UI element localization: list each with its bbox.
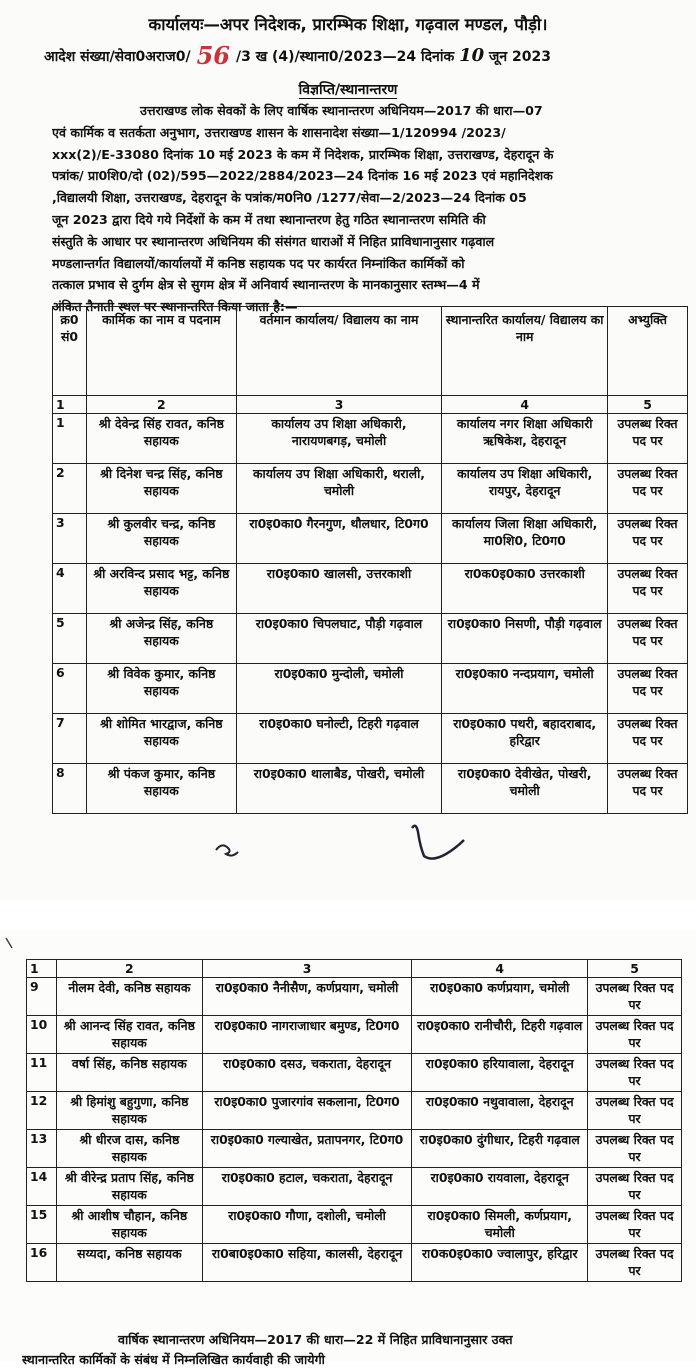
cell-remark: उपलब्ध रिक्त पद पर bbox=[588, 978, 682, 1016]
cell-current: रा0इ0का0 नैनीसैण, कर्णप्रयाग, चमोली bbox=[202, 978, 412, 1016]
cell-transferred: कार्यालय नगर शिक्षा अधिकारी ऋषिकेश, देहरादून bbox=[442, 414, 608, 464]
cell-sno: 12 bbox=[27, 1092, 57, 1130]
cell-current: रा0इ0का0 गौणा, दशोली, चमोली bbox=[202, 1206, 412, 1244]
intro-line: xxx(2)/E-33080 दिनांक 10 मई 2023 के कम में निदेशक, प्रारम्भिक शिक्षा, उत्तराखण्ड, देहरादून के bbox=[52, 146, 554, 162]
col-num: 4 bbox=[442, 396, 608, 414]
cell-remark: उपलब्ध रिक्त पद पर bbox=[588, 1206, 682, 1244]
intro-line: तत्काल प्रभाव से दुर्गम क्षेत्र से सुगम क्षेत्र में अनिवार्य स्थानान्तरण के मानकानुसार स्तम्भ—4 में bbox=[52, 277, 480, 293]
cell-name: श्री कुलवीर चन्द्र, कनिष्ठ सहायक bbox=[86, 514, 236, 564]
cell-remark: उपलब्ध रिक्त पद पर bbox=[608, 764, 688, 814]
col-num: 1 bbox=[27, 960, 57, 978]
footer-line: स्थानान्तरित कार्मिकों के संबंध में निम्नलिखित कार्यवाही की जायेगी bbox=[22, 1352, 325, 1367]
cell-remark: उपलब्ध रिक्त पद पर bbox=[608, 614, 688, 664]
cell-current: रा0इ0का0 घनोल्टी, टिहरी गढ़वाल bbox=[236, 714, 442, 764]
cell-remark: उपलब्ध रिक्त पद पर bbox=[608, 414, 688, 464]
cell-current: रा0इ0का0 चिपलघाट, पौड़ी गढ़वाल bbox=[236, 614, 442, 664]
col-num: 5 bbox=[608, 396, 688, 414]
cell-transferred: रा0इ0का0 हरियावाला, देहरादून bbox=[412, 1054, 588, 1092]
cell-current: रा0बा0इ0का0 सहिया, कालसी, देहरादून bbox=[202, 1244, 412, 1282]
cell-remark: उपलब्ध रिक्त पद पर bbox=[588, 1054, 682, 1092]
intro-line: अंकित तैनाती स्थल पर स्थानान्तरित किया जाता है:— bbox=[52, 299, 298, 315]
cell-current: रा0इ0का0 मुन्दोली, चमोली bbox=[236, 664, 442, 714]
intro-line: मण्डलान्तर्गत विद्यालयों/कार्यालयों में कनिष्ठ सहायक पद पर कार्यरत निम्नांकित कार्मिकों को bbox=[52, 255, 465, 271]
cell-transferred: रा0क0इ0का0 ज्वालापुर, हरिद्वार bbox=[412, 1244, 588, 1282]
cell-current: रा0इ0का0 दसउ, चकराता, देहरादून bbox=[202, 1054, 412, 1092]
cell-remark: उपलब्ध रिक्त पद पर bbox=[608, 464, 688, 514]
cell-current: रा0इ0का0 हटाल, चकराता, देहरादून bbox=[202, 1168, 412, 1206]
cell-sno: 2 bbox=[53, 464, 87, 514]
cell-transferred: रा0इ0का0 निसणी, पौड़ी गढ़वाल bbox=[442, 614, 608, 664]
cell-transferred: रा0इ0का0 नथुवावाला, देहरादून bbox=[412, 1092, 588, 1130]
header-transferred: स्थानान्तरित कार्यालय/ विद्यालय का नाम bbox=[442, 307, 608, 396]
header-name: कार्मिक का नाम व पदनाम bbox=[86, 307, 236, 396]
cell-remark: उपलब्ध रिक्त पद पर bbox=[608, 664, 688, 714]
cell-remark: उपलब्ध रिक्त पद पर bbox=[608, 564, 688, 614]
cell-current: रा0इ0का0 खालसी, उत्तरकाशी bbox=[236, 564, 442, 614]
cell-current: रा0इ0का0 गल्याखेत, प्रतापनगर, टि0ग0 bbox=[202, 1130, 412, 1168]
cell-sno: 11 bbox=[27, 1054, 57, 1092]
order-suffix: /3 ख (4)/स्थाना0/2023—24 दिनांक bbox=[235, 49, 455, 65]
order-day-handwritten: 10 bbox=[459, 45, 485, 66]
cell-name: श्री हिमांशु बहुगुणा, कनिष्ठ सहायक bbox=[56, 1092, 202, 1130]
cell-remark: उपलब्ध रिक्त पद पर bbox=[588, 1244, 682, 1282]
handwritten-tick bbox=[216, 845, 238, 855]
header-remark: अभ्युक्ति bbox=[608, 307, 688, 396]
cell-sno: 10 bbox=[27, 1016, 57, 1054]
cell-sno: 6 bbox=[53, 664, 87, 714]
cell-name: श्री पंकज कुमार, कनिष्ठ सहायक bbox=[86, 764, 236, 814]
cell-name: श्री शोमित भारद्वाज, कनिष्ठ सहायक bbox=[86, 714, 236, 764]
cell-name: श्री अरविन्द प्रसाद भट्ट, कनिष्ठ सहायक bbox=[86, 564, 236, 614]
order-month-year: जून 2023 bbox=[489, 49, 552, 65]
order-prefix: आदेश संख्या/सेवा0अराज0/ bbox=[44, 49, 191, 65]
cell-remark: उपलब्ध रिक्त पद पर bbox=[588, 1168, 682, 1206]
cell-transferred: रा0इ0का0 देवीखेत, पोखरी, चमोली bbox=[442, 764, 608, 814]
cell-remark: उपलब्ध रिक्त पद पर bbox=[588, 1130, 682, 1168]
cell-sno: 5 bbox=[53, 614, 87, 664]
cell-sno: 14 bbox=[27, 1168, 57, 1206]
cell-transferred: रा0इ0का0 दुंगीधार, टिहरी गढ़वाल bbox=[412, 1130, 588, 1168]
col-num: 2 bbox=[86, 396, 236, 414]
col-num: 3 bbox=[202, 960, 412, 978]
cell-transferred: रा0इ0का0 नन्दप्रयाग, चमोली bbox=[442, 664, 608, 714]
cell-name: श्री दिनेश चन्द्र सिंह, कनिष्ठ सहायक bbox=[86, 464, 236, 514]
cell-name: श्री वीरेन्द्र प्रताप सिंह, कनिष्ठ सहायक bbox=[56, 1168, 202, 1206]
cell-name: श्री विवेक कुमार, कनिष्ठ सहायक bbox=[86, 664, 236, 714]
cell-current: कार्यालय उप शिक्षा अधिकारी, नारायणबगड़, चमोली bbox=[236, 414, 442, 464]
cell-name: श्री देवेन्द्र सिंह रावत, कनिष्ठ सहायक bbox=[86, 414, 236, 464]
order-number-handwritten: 56 bbox=[196, 41, 230, 70]
header-current: वर्तमान कार्यालय/ विद्यालय का नाम bbox=[236, 307, 442, 396]
cell-name: श्री अजेन्द्र सिंह, कनिष्ठ सहायक bbox=[86, 614, 236, 664]
intro-line: जून 2023 द्वारा दिये गये निर्देशों के कम में तथा स्थानान्तरण हेतु गठित स्थानान्तरण समिति की bbox=[52, 211, 486, 227]
cell-name: श्री आशीष चौहान, कनिष्ठ सहायक bbox=[56, 1206, 202, 1244]
intro-line: ,विद्यालयी शिक्षा, उत्तराखण्ड, देहरादून के पत्रांक/म0नि0 /1277/सेवा—2/2023—24 दिनांक 05 bbox=[52, 190, 527, 206]
cell-transferred: रा0इ0का0 पथरी, बहादराबाद, हरिद्वार bbox=[442, 714, 608, 764]
cell-remark: उपलब्ध रिक्त पद पर bbox=[608, 514, 688, 564]
cell-transferred: रा0इ0का0 रानीचौरी, टिहरी गढ़वाल bbox=[412, 1016, 588, 1054]
cell-sno: 8 bbox=[53, 764, 87, 814]
cell-current: रा0इ0का0 पुजारगांव सकलाना, टि0ग0 bbox=[202, 1092, 412, 1130]
footer-paragraph bbox=[22, 1330, 692, 1370]
cell-sno: 3 bbox=[53, 514, 87, 564]
cell-current: रा0इ0का0 गैरनगुण, थौलधार, टि0ग0 bbox=[236, 514, 442, 564]
cell-name: श्री धीरज दास, कनिष्ठ सहायक bbox=[56, 1130, 202, 1168]
page-fold-mark bbox=[6, 938, 12, 948]
notice-title-text: विज्ञप्ति/स्थानान्तरण bbox=[298, 82, 398, 98]
footer-line: वार्षिक स्थानान्तरण अधिनियम—2017 की धारा—22 में निहित प्राविधानानुसार उक्त bbox=[118, 1332, 513, 1347]
cell-current: रा0इ0का0 थालाबैड, पोखरी, चमोली bbox=[236, 764, 442, 814]
cell-sno: 13 bbox=[27, 1130, 57, 1168]
cell-sno: 1 bbox=[53, 414, 87, 464]
handwritten-signature bbox=[412, 826, 464, 859]
cell-name: श्री आनन्द सिंह रावत, कनिष्ठ सहायक bbox=[56, 1016, 202, 1054]
cell-name: सय्यदा, कनिष्ठ सहायक bbox=[56, 1244, 202, 1282]
cell-sno: 16 bbox=[27, 1244, 57, 1282]
cell-sno: 9 bbox=[27, 978, 57, 1016]
intro-line: संस्तुति के आधार पर स्थानान्तरण अधिनियम की संसंगत धाराओं में निहित प्राविधानानुसार गढ़वाल bbox=[52, 233, 495, 249]
cell-remark: उपलब्ध रिक्त पद पर bbox=[608, 714, 688, 764]
cell-sno: 4 bbox=[53, 564, 87, 614]
intro-line: एवं कार्मिक व सतर्कता अनुभाग, उत्तराखण्ड शासन के शासनादेश संख्या—1/120994 /2023/ bbox=[52, 124, 506, 140]
col-num: 2 bbox=[56, 960, 202, 978]
cell-transferred: कार्यालय उप शिक्षा अधिकारी, रायपुर, देहरादून bbox=[442, 464, 608, 514]
cell-current: रा0इ0का0 नागराजाधार बमुण्ड, टि0ग0 bbox=[202, 1016, 412, 1054]
cell-current: कार्यालय उप शिक्षा अधिकारी, थराली, चमोली bbox=[236, 464, 442, 514]
cell-transferred: रा0क0इ0का0 उत्तरकाशी bbox=[442, 564, 608, 614]
cell-remark: उपलब्ध रिक्त पद पर bbox=[588, 1016, 682, 1054]
cell-transferred: रा0इ0का0 रायवाला, देहरादून bbox=[412, 1168, 588, 1206]
cell-sno: 7 bbox=[53, 714, 87, 764]
cell-sno: 15 bbox=[27, 1206, 57, 1244]
col-num: 4 bbox=[412, 960, 588, 978]
col-num: 3 bbox=[236, 396, 442, 414]
cell-transferred: रा0इ0का0 सिमली, कर्णप्रयाग, चमोली bbox=[412, 1206, 588, 1244]
intro-line: उत्तराखण्ड लोक सेवकों के लिए वार्षिक स्थानान्तरण अधिनियम—2017 की धारा—07 bbox=[140, 103, 543, 118]
intro-line: पत्रांक/ प्रा0शि0/दो (02)/595—2022/2884/2023—24 दिनांक 16 मई 2023 एवं महानिदेशक bbox=[52, 168, 553, 184]
col-num: 1 bbox=[53, 396, 87, 414]
cell-transferred: कार्यालय जिला शिक्षा अधिकारी, मा0शि0, टि0ग0 bbox=[442, 514, 608, 564]
cell-remark: उपलब्ध रिक्त पद पर bbox=[588, 1092, 682, 1130]
header-sno: क्र0 सं0 bbox=[53, 307, 87, 396]
col-num: 5 bbox=[588, 960, 682, 978]
cell-name: नीलम देवी, कनिष्ठ सहायक bbox=[56, 978, 202, 1016]
cell-transferred: रा0इ0का0 कर्णप्रयाग, चमोली bbox=[412, 978, 588, 1016]
cell-name: वर्षा सिंह, कनिष्ठ सहायक bbox=[56, 1054, 202, 1092]
office-heading: कार्यालयः—अपर निदेशक, प्रारम्भिक शिक्षा, गढ़वाल मण्डल, पौड़ी। bbox=[148, 15, 548, 34]
